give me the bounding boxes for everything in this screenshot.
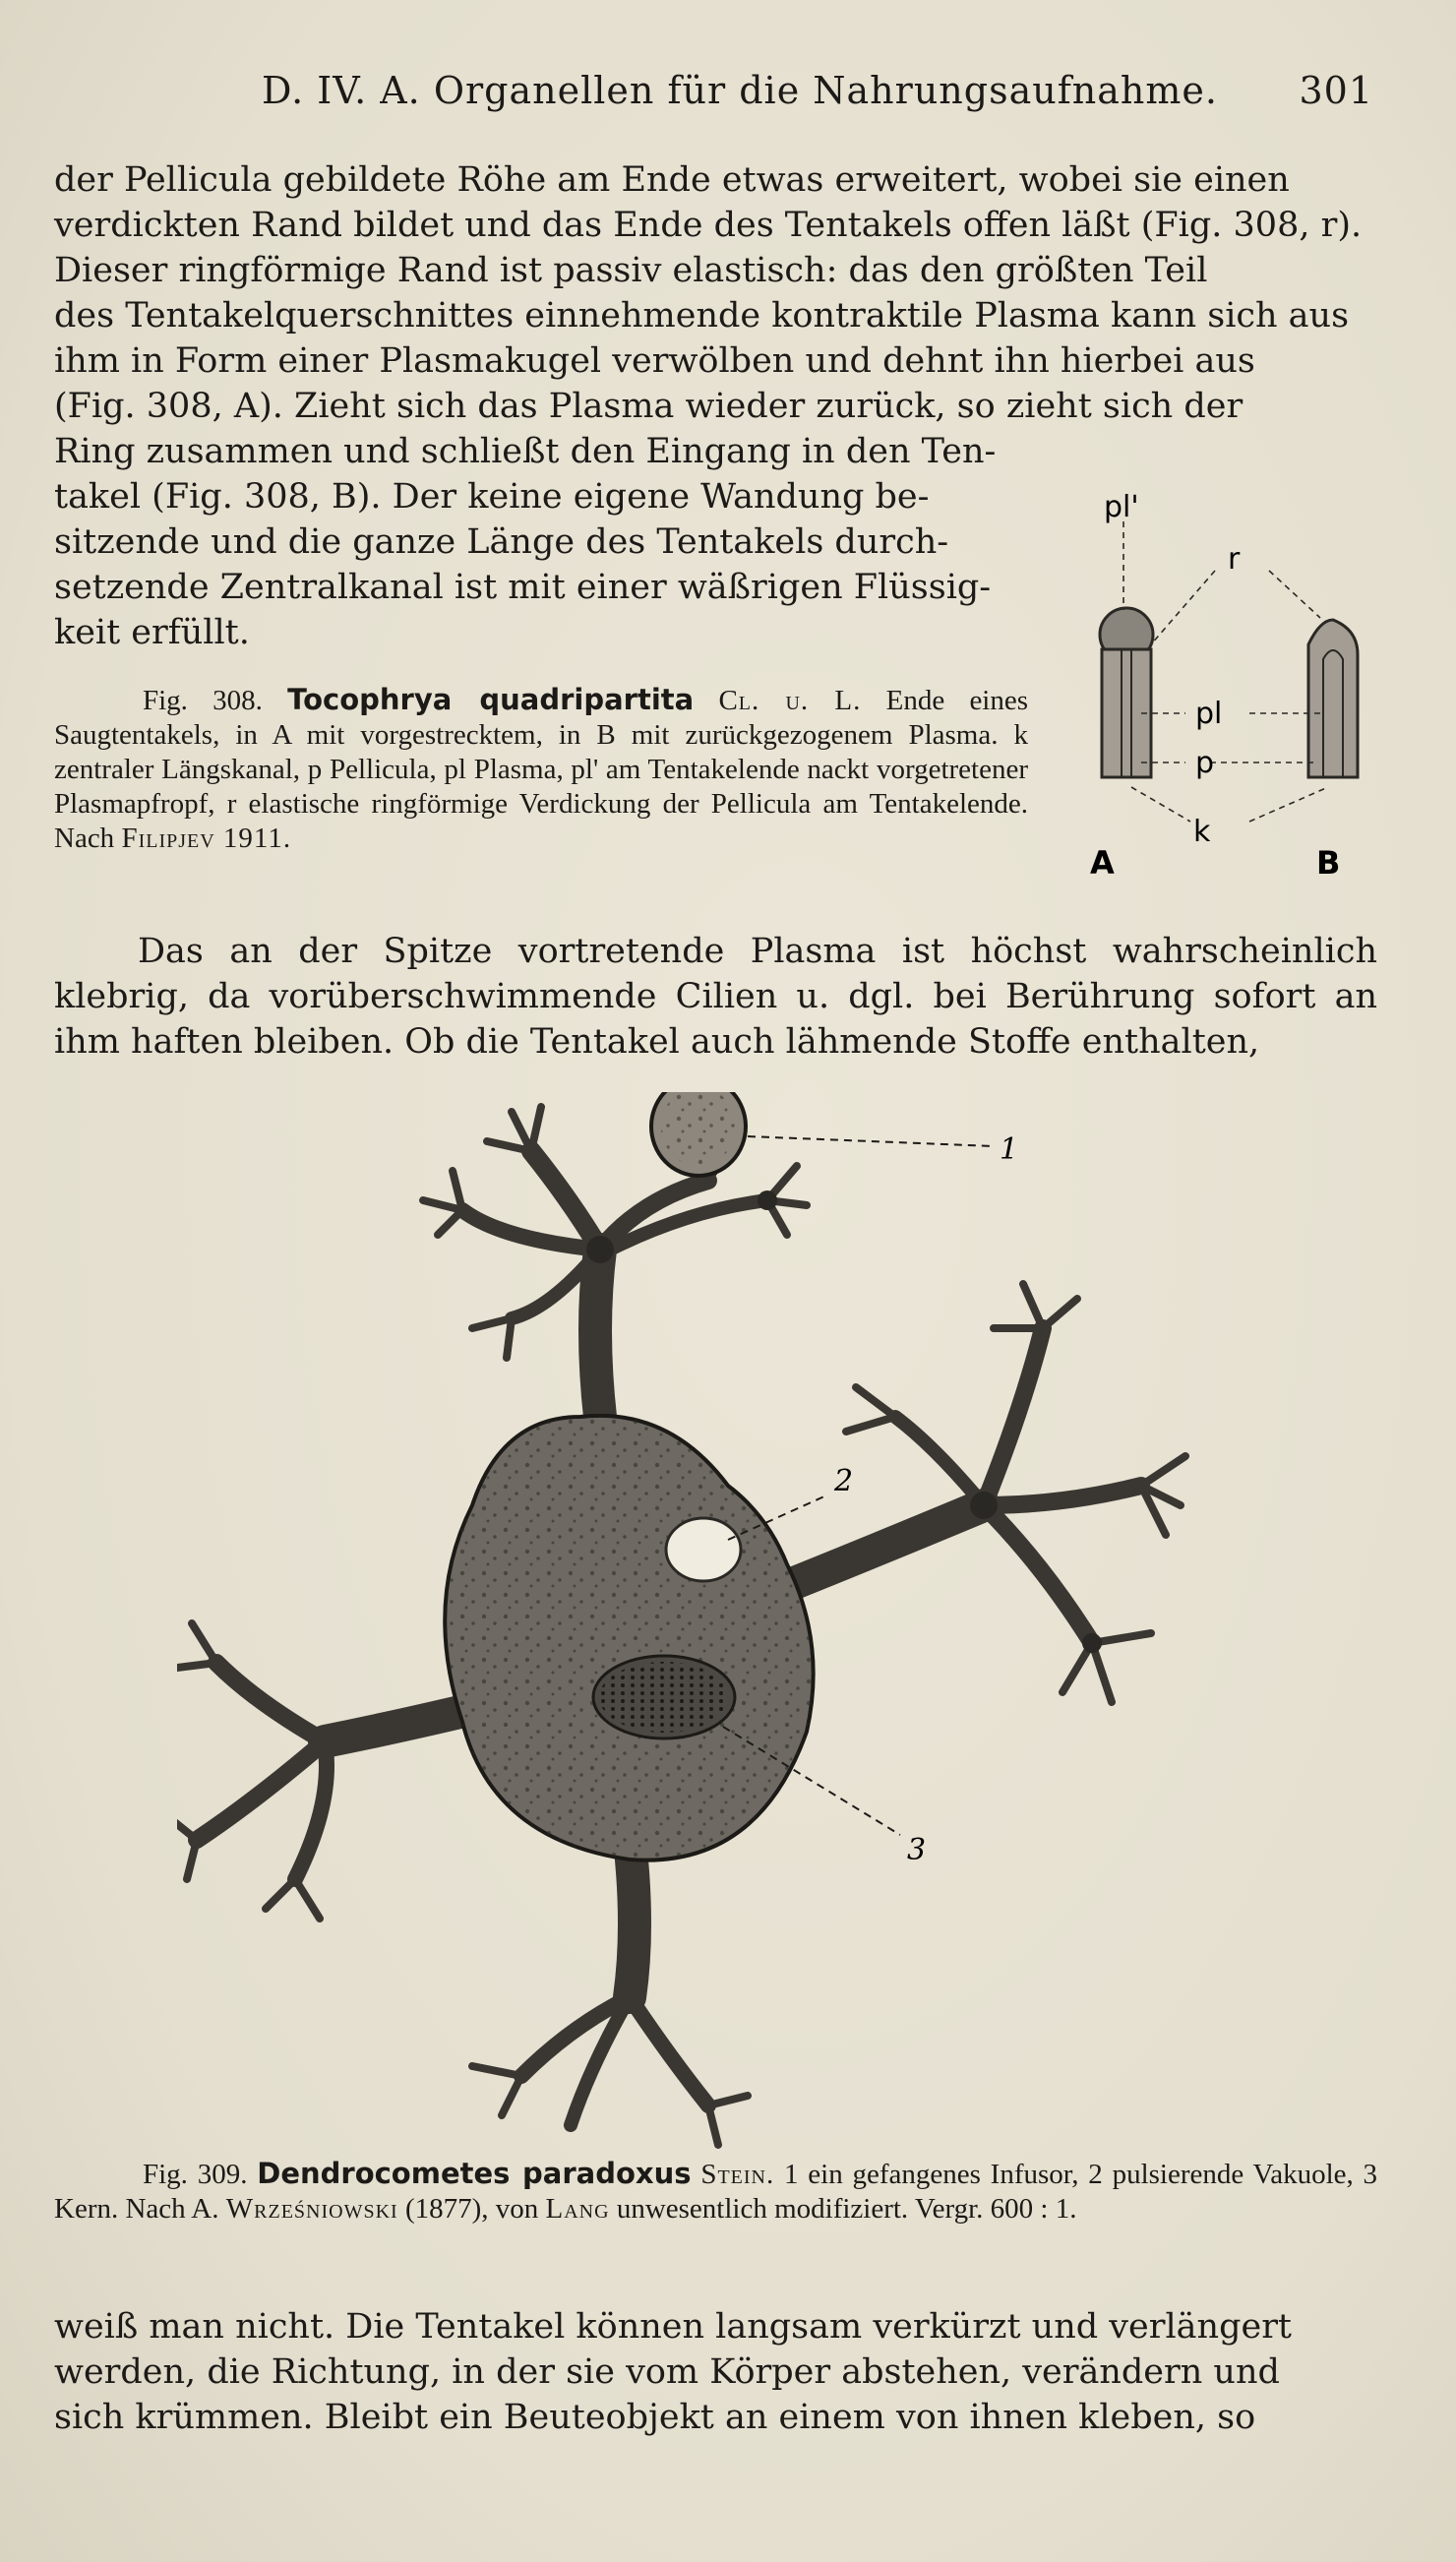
contractile-vacuole [666, 1518, 741, 1581]
paragraph-2: Das an der Spitze vortretende Plasma ist höchst wahrscheinlich klebrig, da vorüberschwimmende Cilien u. dgl. bei Berührung sofort an ihm haften bleiben. Ob die Tentakel auch lähmende Stoffe enthalten, [54, 932, 1377, 1062]
tentacle-b-drawing [1308, 620, 1358, 777]
fig-309-authority: Stein. [700, 2159, 775, 2190]
label-p: p [1195, 746, 1215, 780]
fig-308-authority: Cl. u. L. [718, 685, 862, 716]
figure-309-illustration [177, 1092, 1259, 2155]
text-line: keit erfüllt. [54, 613, 250, 652]
text-line: ihm in Form einer Plasmakugel verwölben und dehnt ihn hierbei aus [54, 341, 1255, 381]
fig-308-number: Fig. 308. [143, 685, 263, 716]
fig-309-author-2: Lang [545, 2193, 610, 2225]
fig-309-text-1: 1 ein gefangenes Infusor, 2 pulsierende Vakuole, 3 Kern. Nach A. [54, 2159, 1378, 2225]
label-1: 1 [1000, 1132, 1019, 1167]
label-pl: pl [1195, 697, 1223, 731]
text-line: takel (Fig. 308, B). Der keine eigene Wandung be- [54, 477, 930, 517]
fig-309-text-2: (1877), von [404, 2193, 539, 2225]
text-line: sitzende und die ganze Länge des Tentakels durch- [54, 522, 949, 562]
text-line: Ring zusammen und schließt den Eingang in den Ten- [54, 432, 997, 471]
fig-308-species: Tocophrya quadripartita [287, 683, 695, 716]
running-title: D. IV. A. Organellen für die Nahrungsaufnahme. [262, 69, 1218, 112]
cell-body [445, 1416, 813, 1860]
label-r: r [1228, 542, 1241, 577]
text-line: setzende Zentralkanal ist mit einer wäßrigen Flüssig- [54, 568, 992, 607]
fig-309-number: Fig. 309. [143, 2159, 248, 2190]
label-2: 2 [834, 1464, 854, 1498]
fig-309-text-3: unwesentlich modifiziert. Vergr. 600 : 1. [616, 2193, 1077, 2225]
text-line: der Pellicula gebildete Röhe am Ende etwas erweitert, wobei sie einen [54, 160, 1290, 200]
figure-308-diagram [1062, 472, 1397, 895]
figure-309-caption [54, 2157, 1377, 2226]
text-line: werden, die Richtung, in der sie vom Körper abstehen, verändern und [54, 2352, 1280, 2392]
fig-309-author: Wrześniowski [225, 2193, 398, 2225]
leader-lines [1123, 521, 1328, 822]
paragraph-3 [54, 2304, 1377, 2440]
paragraph-1-full-width [54, 157, 1377, 429]
figure-308-caption [54, 683, 1028, 856]
label-a: A [1090, 844, 1115, 882]
paragraph-1-narrow [54, 429, 1028, 655]
nucleus-texture [599, 1662, 729, 1733]
text-line: sich krümmen. Bleibt ein Beuteobjekt an einem von ihnen kleben, so [54, 2398, 1256, 2437]
label-pl-prime: pl' [1104, 490, 1139, 524]
text-line: des Tentakelquerschnittes einnehmende kontraktile Plasma kann sich aus [54, 296, 1350, 336]
text-line: weiß man nicht. Die Tentakel können langsam verkürzt und verlängert [54, 2307, 1293, 2347]
text-line: Dieser ringförmige Rand ist passiv elastisch: das den größten Teil [54, 251, 1208, 290]
tentacle-a-drawing [1100, 608, 1153, 777]
text-line: (Fig. 308, A). Zieht sich das Plasma wieder zurück, so zieht sich der [54, 387, 1244, 426]
label-b: B [1316, 844, 1341, 882]
running-header [262, 69, 1373, 112]
text-line: verdickten Rand bildet und das Ende des Tentakels offen läßt (Fig. 308, r). [54, 206, 1363, 245]
label-3: 3 [907, 1833, 927, 1867]
fig-309-species: Dendrocometes paradoxus [257, 2157, 692, 2190]
fig-308-text: Ende eines Saugtentakels, in A mit vorgestrecktem, in B mit zurückgezogenem Plasma. k zentraler Längskanal, p Pellicula, pl Plasma, pl' am Tentakelende nackt vorgetretener Plasmapfropf, r elastische ringförmige Verdickung der Pellicula am Tentakelende. Nach [54, 685, 1029, 854]
label-k: k [1193, 815, 1211, 849]
fig-308-source: Filipjev 1911. [121, 823, 292, 854]
page-number: 301 [1299, 69, 1373, 112]
